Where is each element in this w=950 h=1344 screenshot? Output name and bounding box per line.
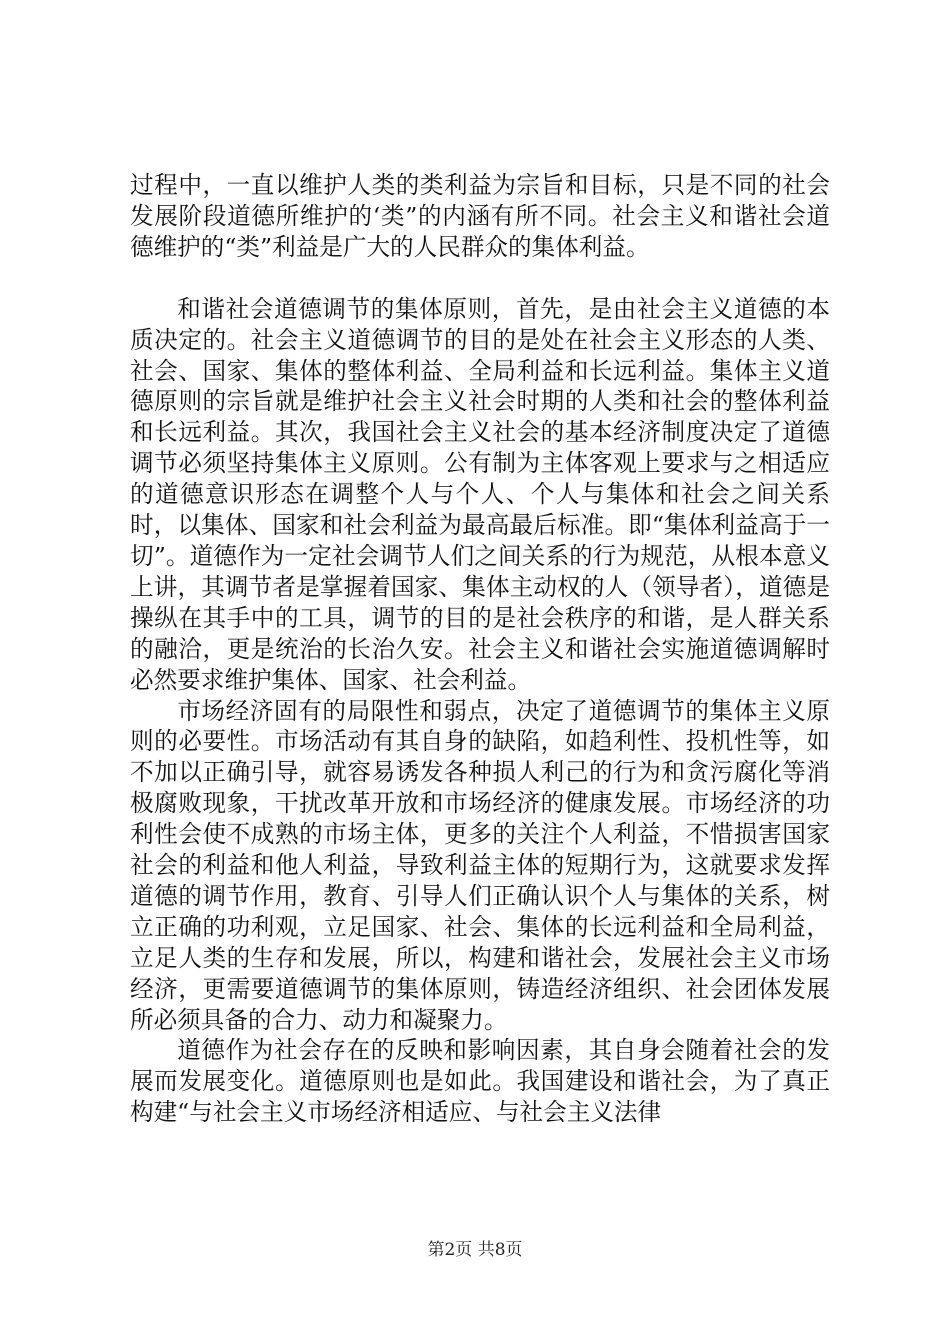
paragraph-4: 道德作为社会存在的反映和影响因素，其自身会随着社会的发展而发展变化。道德原则也是如此。我国建设和谐社会，为了真正构建“与社会主义市场经济相适应、与社会主义法律	[130, 1036, 830, 1127]
paragraph-3: 市场经济固有的局限性和弱点，决定了道德调节的集体主义原则的必要性。市场活动有其自身的缺陷，如趋利性、投机性等，如不加以正确引导，就容易诱发各种损人利己的行为和贪污腐化等消极腐败现象，干扰改革开放和市场经济的健康发展。市场经济的功利性会使不成熟的市场主体，更多的关注个人利益，不惜损害国家社会的利益和他人利益，导致利益主体的短期行为，这就要求发挥道德的调节作用，教育、引导人们正确认识个人与集体的关系，树立正确的功利观，立足国家、社会、集体的长远利益和全局利益，立足人类的生存和发展，所以，构建和谐社会，发展社会主义市场经济，更需要道德调节的集体原则，铸造经济组织、社会团体发展所必须具备的合力、动力和凝聚力。	[130, 696, 830, 1034]
paragraph-2: 和谐社会道德调节的集体原则，首先，是由社会主义道德的本质决定的。社会主义道德调节的目的是处在社会主义形态的人类、社会、国家、集体的整体利益、全局利益和长远利益。集体主义道德原则的宗旨就是维护社会主义社会时期的人类和社会的整体利益和长远利益。其次，我国社会主义社会的基本经济制度决定了道德调节必须坚持集体主义原则。公有制为主体客观上要求与之相适应的道德意识形态在调整个人与个人、个人与集体和社会之间关系时，以集体、国家和社会利益为最高最后标准。即“集体利益高于一切”。道德作为一定社会调节人们之间关系的行为规范，从根本意义上讲，其调节者是掌握着国家、集体主动权的人（领导者），道德是操纵在其手中的工具，调节的目的是社会秩序的和谐，是人群关系的融洽，更是统治的长治久安。社会主义和谐社会实施道德调解时必然要求维护集体、国家、社会利益。	[130, 294, 830, 694]
paragraph-gap	[130, 263, 830, 294]
paragraph-1: 过程中，一直以维护人类的类利益为宗旨和目标，只是不同的社会发展阶段道德所维护的‘类”的内涵有所不同。社会主义和谐社会道德维护的“类”利益是广大的人民群众的集体利益。	[130, 171, 830, 261]
body-text	[130, 170, 830, 1128]
page-footer: 第2页 共8页	[427, 1240, 523, 1260]
